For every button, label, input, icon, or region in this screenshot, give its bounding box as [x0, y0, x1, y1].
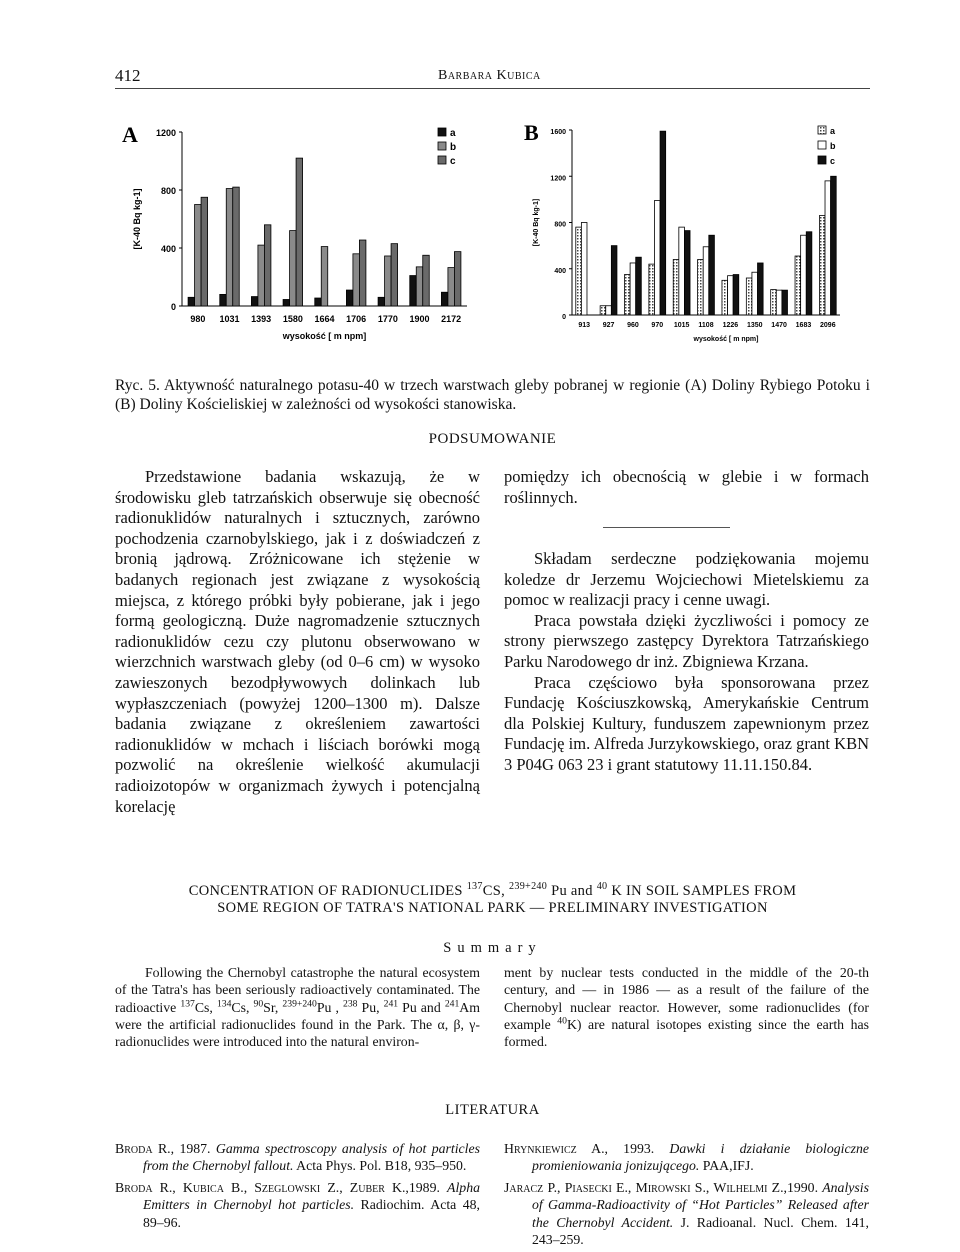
x-tick-label: 1706 [346, 314, 367, 324]
summary-text: K) are natural isotopes existing since the earth has formed. [504, 1016, 869, 1050]
summary-text: Am were the artificial radionuclides found in the Park. The α, β, γ-radionuclides were introduced into the natural environ- [115, 999, 480, 1050]
y-tick-label: 800 [554, 221, 566, 229]
summary-text: Cs, [194, 999, 217, 1015]
ref-authors: Broda R., Kubica B., Szeglowski Z., Zuber K.,1989. [115, 1179, 448, 1195]
legend-label-a: a [830, 126, 836, 136]
bar-c [684, 231, 690, 315]
legend-swatch-a [438, 128, 446, 136]
bar-a [600, 306, 606, 315]
ack-paragraph-2: Praca powstała dzięki życzliwości i pomocy ze strony pierwszego zastępcy Dyrektora Tatrzańskiego Parku Narodowego dr inż. Zbigniewa Krzana. [504, 610, 869, 671]
y-tick-label: 1600 [550, 129, 566, 136]
ack-paragraph-1: Składam serdeczne podziękowania mojemu koledze dr Jerzemu Wojciechowi Mietelskiemu za pomoc w realizacji pracy i cenne uwagi. [504, 549, 869, 610]
bar-c [636, 257, 642, 315]
legend-swatch-b [818, 141, 826, 149]
figure-caption: Ryc. 5. Aktywność naturalnego potasu-40 w trzech warstwach gleby pobranej w regionie (A) Doliny Rybiego Potoku i (B) Doliny Kościeliskiej w zależności od wysokości stanowiska. [115, 377, 870, 413]
bar-b [752, 272, 758, 315]
isotope-sup: 239+240 [282, 998, 317, 1009]
legend-label-b: b [450, 142, 457, 153]
bar-a [441, 292, 448, 306]
summary-text: Cs, [231, 999, 254, 1015]
ref-authors: Broda R., 1987. [115, 1141, 216, 1156]
bar-c [233, 187, 240, 306]
bar-c [296, 158, 303, 306]
bar-a [251, 297, 258, 306]
bar-b [258, 245, 265, 306]
summary-heading: Summary [443, 940, 542, 956]
y-tick-label: 1200 [550, 175, 566, 183]
x-tick-label: 1108 [698, 322, 714, 329]
x-tick-label: 913 [578, 322, 591, 329]
title-text: CS, [482, 883, 509, 899]
x-tick-label: 1770 [377, 314, 398, 324]
bar-b [703, 247, 709, 315]
bar-a [576, 227, 582, 315]
y-tick-label: 1200 [155, 128, 176, 138]
bar-a [673, 260, 679, 316]
bar-c [831, 176, 837, 315]
bar-a [746, 278, 752, 315]
bar-a [698, 260, 704, 316]
x-tick-label: 980 [190, 314, 206, 324]
panel-label: B [524, 120, 539, 145]
isotope-sup: 90 [253, 998, 264, 1009]
bar-c [709, 235, 715, 315]
bar-b [195, 205, 202, 307]
x-tick-label: 1015 [673, 322, 690, 329]
x-tick-label: 970 [651, 322, 664, 329]
summary-text: Pu and [398, 999, 445, 1015]
bar-a [283, 299, 290, 306]
bar-b [321, 247, 328, 306]
summary-paragraph-en [115, 964, 480, 1050]
y-axis-label: [K-40 Bq kg-1] [132, 188, 142, 250]
bar-a [795, 256, 801, 315]
isotope-sup: 238 [342, 998, 358, 1009]
x-tick-label: 1683 [795, 322, 812, 329]
bar-b [679, 227, 685, 315]
legend-swatch-a [818, 126, 826, 134]
bar-c [423, 255, 430, 306]
bar-b [290, 231, 297, 306]
ref-authors: Jaracz P., Piasecki E., Mirowski S., Wilhelmi Z.,1990. [504, 1179, 823, 1195]
reference-item [504, 1140, 869, 1175]
literature-heading: LITERATURA [445, 1102, 540, 1118]
ref-title: Dawki i działanie biologiczne promieniowania jonizującego. [532, 1141, 869, 1174]
y-tick-label: 0 [562, 314, 566, 321]
x-tick-label: 960 [627, 322, 639, 329]
bar-c [454, 252, 461, 306]
bar-c [391, 244, 398, 306]
y-tick-label: 400 [554, 267, 566, 275]
bar-b [416, 267, 423, 306]
summary-paragraph-pl: Przedstawione badania wskazują, że w środowisku gleb tatrzańskich obserwuje się obecność radionuklidów naturalnych i sztucznych, zarówno pochodzenia czarnobylskiego, jak i z doświadczeń z bronią jądrową. Zróżnicowane ich stężenie w badanych regionach jest związane z wysokością miejsca, z którego próbki były pobierane, jak i jego formą geologiczną. Duże nagromadzenie sztucznych radionuklidów cezu czy plutonu obserwowano w wierzchnich warstwach gleby (od 0–6 cm) w wysoko zawieszonych bezodpływowych dolinkach lub wypłaszczeniach (powyżej 1200–1300 m). Dalsze badania związane z określeniem zawartości radionuklidów w mchach i liściach borówki mogą pozwolić na określenie wielkość akumulacji radioizotopów w organizmach żywych i potencjalną korelację [115, 467, 480, 816]
reference-item [115, 1140, 480, 1175]
summary-text: Pu, [357, 999, 384, 1015]
bar-b [776, 290, 782, 315]
title-text: K IN SOIL SAMPLES FROM [607, 883, 797, 899]
summary-text: Following the Chernobyl catastrophe the natural ecosystem of the Tatra's has been seriously radioactively contaminated. The radioactive [115, 965, 480, 1015]
isotope-sup: 137 [180, 998, 195, 1009]
x-axis-label: wysokość [ m npm] [693, 336, 759, 343]
legend-swatch-c [818, 156, 826, 164]
panel-label: A [122, 122, 138, 147]
summary-paragraph-en-cont [504, 964, 869, 1050]
bar-c [611, 246, 617, 315]
bar-a [378, 297, 385, 306]
bar-c [660, 131, 666, 315]
legend-label-c: c [450, 156, 456, 167]
isotope-sup: 40 [557, 1015, 567, 1027]
bar-c [201, 197, 208, 306]
summary-text: Sr, [263, 999, 283, 1015]
bar-b [606, 306, 612, 315]
ref-source: Radiochim. Acta 48, 89–96. [143, 1197, 481, 1230]
references-right [504, 1140, 869, 1252]
paragraph-continuation: pomiędzy ich obecnością w glebie i w formach roślinnych. [504, 467, 869, 507]
title-sup: 239+240 [508, 881, 548, 893]
legend-label-a: a [450, 128, 456, 139]
legend-label-b: b [830, 141, 836, 151]
ack-paragraph-3: Praca częściowo była sponsorowana przez Fundację Kościuszkowską, Amerykańskie Centrum dla Polskiej Kultury, funduszem zapewnionym przez Fundację im. Alfreda Jurzykowskiego, oraz grant KBN 3 P04G 063 23 i grant statutowy 11.11.150.84. [504, 672, 869, 774]
summary-right-column [504, 964, 869, 1050]
title-text: Pu and [547, 883, 597, 899]
bar-c [359, 240, 366, 306]
x-tick-label: 2096 [820, 322, 836, 329]
bar-b [654, 201, 660, 315]
left-column [115, 467, 480, 817]
acknowledgements [504, 549, 869, 776]
reference-item [115, 1179, 480, 1231]
isotope-sup: 241 [444, 998, 460, 1009]
header-rule [115, 88, 870, 89]
ref-authors: Hrynkiewicz A., 1993. [504, 1141, 670, 1156]
section-title: PODSUMOWANIE [428, 431, 557, 447]
title-sup: 137 [466, 881, 483, 893]
isotope-sup: 241 [383, 998, 399, 1009]
summary-text: Pu , [316, 999, 343, 1015]
title-sup: 40 [596, 881, 608, 893]
ref-source: J. Radioanal. Nucl. Chem. 141, 243–259. [532, 1214, 869, 1248]
chart-a [120, 118, 472, 353]
ref-title: Analysis of Gamma-Radioactivity of “Hot Particles” Released after the Chernobyl Accident. [532, 1179, 869, 1230]
summary-left-column [115, 964, 480, 1050]
chart-b [520, 118, 860, 353]
bar-a [346, 290, 353, 306]
bar-b [801, 235, 807, 315]
reference-item [504, 1179, 869, 1249]
bar-c [758, 263, 764, 315]
bar-c [782, 290, 788, 315]
title-line-2: SOME REGION OF TATRA'S NATIONAL PARK — PRELIMINARY INVESTIGATION [217, 900, 768, 916]
isotope-sup: 134 [216, 998, 232, 1009]
legend-swatch-b [438, 142, 446, 150]
bar-a [188, 297, 195, 306]
bar-b [728, 276, 734, 315]
x-tick-label: 1393 [251, 314, 272, 324]
references-left [115, 1140, 480, 1235]
x-tick-label: 1031 [219, 314, 240, 324]
bar-b [226, 189, 233, 306]
x-tick-label: 1350 [746, 322, 763, 329]
bar-a [722, 280, 728, 315]
summary-text: ment by nuclear tests conducted in the middle of the 20-th century, and — in 1986 — as a result of the failure of the Chernobyl nuclear reactor. However, some radionuclides (for example [504, 965, 869, 1032]
x-tick-label: 1226 [722, 322, 739, 329]
y-axis-label: [K-40 Bq kg-1] [533, 198, 540, 247]
x-tick-label: 1580 [282, 314, 303, 324]
x-tick-label: 927 [602, 322, 615, 329]
divider [603, 527, 730, 528]
right-column [504, 467, 869, 508]
ref-title: Gamma spectroscopy analysis of hot particles from the Chernobyl fallout. [143, 1141, 481, 1174]
bar-b [385, 256, 392, 306]
page-number: 412 [115, 66, 141, 85]
title-text: CONCENTRATION OF RADIONUCLIDES [188, 883, 467, 899]
bar-a [315, 298, 322, 306]
legend-label-c: c [830, 156, 836, 166]
bar-b [353, 254, 360, 306]
bar-b [581, 223, 587, 316]
bar-a [220, 294, 227, 306]
bar-c [733, 275, 739, 315]
running-author: Barbara Kubica [438, 68, 541, 83]
bar-b [630, 263, 636, 315]
ref-source: PAA,IFJ. [699, 1158, 754, 1174]
bar-c [806, 232, 812, 315]
x-axis-label: wysokość [ m npm] [282, 331, 367, 341]
bar-b [825, 181, 831, 315]
ref-title: Alpha Emitters in Chernobyl hot particles. [143, 1179, 480, 1213]
bar-a [649, 264, 655, 315]
y-tick-label: 0 [170, 302, 176, 312]
x-tick-label: 1470 [771, 322, 787, 329]
x-tick-label: 2172 [441, 314, 462, 324]
x-tick-label: 1664 [314, 314, 335, 324]
ref-source: Acta Phys. Pol. B18, 935–950. [293, 1158, 467, 1174]
bar-a [771, 290, 777, 315]
y-tick-label: 800 [160, 186, 176, 196]
bar-a [625, 275, 631, 315]
x-tick-label: 1900 [409, 314, 430, 324]
legend-swatch-c [438, 156, 446, 164]
y-tick-label: 400 [160, 244, 176, 254]
english-title [115, 883, 870, 917]
bar-a [410, 276, 417, 306]
bar-c [264, 225, 271, 306]
bar-b [448, 268, 455, 306]
bar-a [819, 216, 825, 315]
